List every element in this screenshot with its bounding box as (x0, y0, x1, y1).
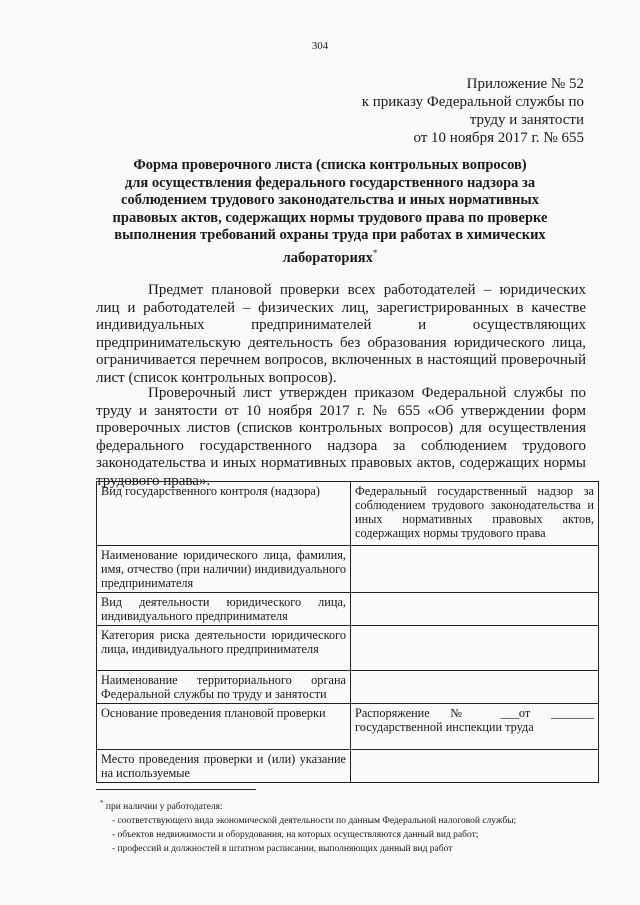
title-line: лабораториях* (282, 247, 378, 266)
table-cell-value: Федеральный государственный надзор за соблюдением трудового законодательства и иных нормативных правовых актов, содержащих нормы трудового права (351, 482, 599, 546)
appendix-line: Приложение № 52 (466, 76, 584, 92)
footnote-intro: * при наличии у работодателя: (100, 799, 223, 813)
title-line: для осуществления федерального государственного надзора за (124, 174, 536, 191)
table-row (97, 593, 599, 626)
appendix-line: от 10 ноября 2017 г. № 655 (413, 130, 584, 146)
table-row (97, 626, 599, 671)
table-row (97, 546, 599, 593)
title-line: соблюдением трудового законодательства и иных нормативных (121, 192, 539, 208)
table-row (97, 671, 599, 704)
table-cell-value (351, 671, 599, 704)
footnote-mark: * (372, 247, 378, 258)
footnote-item: - соответствующего вида экономической деятельности по данным Федеральной налоговой службы; (112, 816, 517, 827)
table-cell-label: Основание проведения плановой проверки (97, 704, 351, 750)
table-cell-value (351, 626, 599, 671)
paragraph-approval: Проверочный лист утвержден приказом Федеральной службы по труду и занятости от 10 ноября 2017 г. № 655 «Об утверждении форм проверочных листов (списков контрольных вопросов) для осуществления федерального государственного надзора за соблюдением трудового законодательства и иных нормативных правовых актов, содержащих нормы трудового права». (96, 385, 586, 489)
table-row (97, 704, 599, 750)
table-row (97, 482, 599, 546)
footnote-item: - объектов недвижимости и оборудования, на которых осуществляются данный вид работ; (112, 830, 479, 841)
title-line: правовых актов, содержащих нормы трудового права по проверке (112, 209, 548, 226)
table-cell-value (351, 750, 599, 783)
table-cell-value (351, 546, 599, 593)
title-line: Форма проверочного листа (списка контрольных вопросов) (133, 157, 527, 173)
table-cell-label: Наименование юридического лица, фамилия, имя, отчество (при наличии) индивидуального предпринимателя (97, 546, 351, 593)
footnote (100, 796, 600, 856)
checklist-info-table (96, 481, 599, 783)
table-cell-label: Место проведения проверки и (или) указание на используемые (97, 750, 351, 783)
footnote-item: - профессий и должностей в штатном расписании, выполняющих данный вид работ (112, 844, 453, 855)
paragraph-subject: Предмет плановой проверки всех работодателей – юридических лиц и работодателей – физических лиц, зарегистрированных в качестве индивидуальных предпринимателей и осуществляющих предпринимательскую деятельность без образования юридического лица, ограничивается перечнем вопросов, включенных в настоящий проверочный лист (список контрольных вопросов). (96, 282, 586, 386)
footnote-mark: * (100, 799, 104, 807)
document-title (96, 157, 564, 267)
table-cell-label: Категория риска деятельности юридического лица, индивидуального предпринимателя (97, 626, 351, 671)
page-number: 304 (311, 40, 329, 52)
table-cell-label: Наименование территориального органа Федеральной службы по труду и занятости (97, 671, 351, 704)
appendix-line: труду и занятости (469, 112, 584, 128)
table-cell-value (351, 593, 599, 626)
title-line: выполнения требований охраны труда при работах в химических (114, 227, 546, 243)
table-cell-value: Распоряжение № ___от _______ государственной инспекции труда (351, 704, 599, 750)
appendix-line: к приказу Федеральной службы по (361, 94, 584, 110)
appendix-header (362, 75, 584, 147)
table-cell-label: Вид государственного контроля (надзора) (97, 482, 351, 546)
table-cell-label: Вид деятельности юридического лица, индивидуального предпринимателя (97, 593, 351, 626)
footnote-divider (96, 789, 256, 790)
table-row (97, 750, 599, 783)
